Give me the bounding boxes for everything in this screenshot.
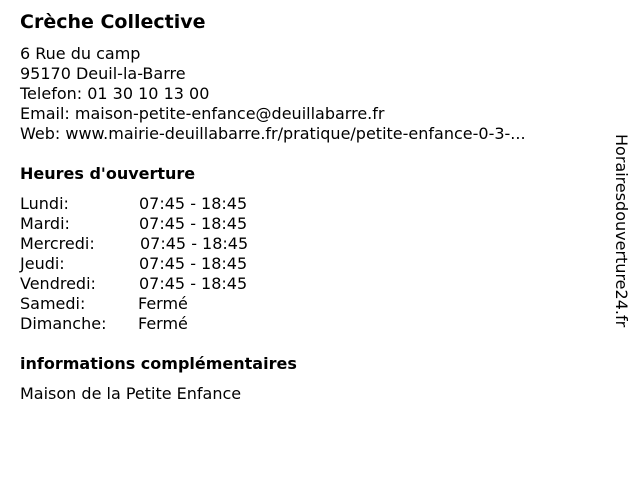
day-hours: 07:45 - 18:45 bbox=[139, 254, 248, 273]
hours-row-friday bbox=[20, 274, 320, 294]
opening-hours-heading: Heures d'ouverture bbox=[20, 164, 196, 183]
day-label: Dimanche: bbox=[20, 314, 107, 333]
address-city: 95170 Deuil-la-Barre bbox=[20, 64, 186, 83]
hours-row-tuesday bbox=[20, 214, 320, 234]
opening-hours-table bbox=[20, 194, 320, 334]
day-hours: 07:45 - 18:45 bbox=[139, 214, 248, 233]
day-label: Samedi: bbox=[20, 294, 86, 313]
contact-block bbox=[20, 44, 526, 144]
additional-info-heading: informations complémentaires bbox=[20, 354, 297, 373]
day-hours: Fermé bbox=[138, 294, 188, 313]
hours-row-monday bbox=[20, 194, 320, 214]
hours-row-thursday bbox=[20, 254, 320, 274]
day-label: Lundi: bbox=[20, 194, 69, 213]
hours-row-wednesday bbox=[20, 234, 320, 254]
day-label: Jeudi: bbox=[20, 254, 65, 273]
day-label: Vendredi: bbox=[20, 274, 96, 293]
email-address[interactable]: Email: maison-petite-enfance@deuillabarre.fr bbox=[20, 104, 385, 123]
website-link[interactable]: Web: www.mairie-deuillabarre.fr/pratique/petite-enfance-0-3-... bbox=[20, 124, 526, 143]
day-hours: 07:45 - 18:45 bbox=[140, 234, 249, 253]
phone-number[interactable]: Telefon: 01 30 10 13 00 bbox=[20, 84, 210, 103]
address-street: 6 Rue du camp bbox=[20, 44, 141, 63]
hours-row-sunday bbox=[20, 314, 320, 334]
watermark bbox=[611, 134, 631, 374]
business-name: Crèche Collective bbox=[20, 11, 206, 33]
additional-info-text: Maison de la Petite Enfance bbox=[20, 384, 242, 403]
watermark-text: Horairesdouverture24.fr bbox=[612, 134, 631, 328]
day-hours: 07:45 - 18:45 bbox=[139, 194, 248, 213]
day-hours: 07:45 - 18:45 bbox=[139, 274, 248, 293]
day-label: Mercredi: bbox=[20, 234, 95, 253]
day-label: Mardi: bbox=[20, 214, 70, 233]
hours-row-saturday bbox=[20, 294, 320, 314]
day-hours: Fermé bbox=[138, 314, 188, 333]
